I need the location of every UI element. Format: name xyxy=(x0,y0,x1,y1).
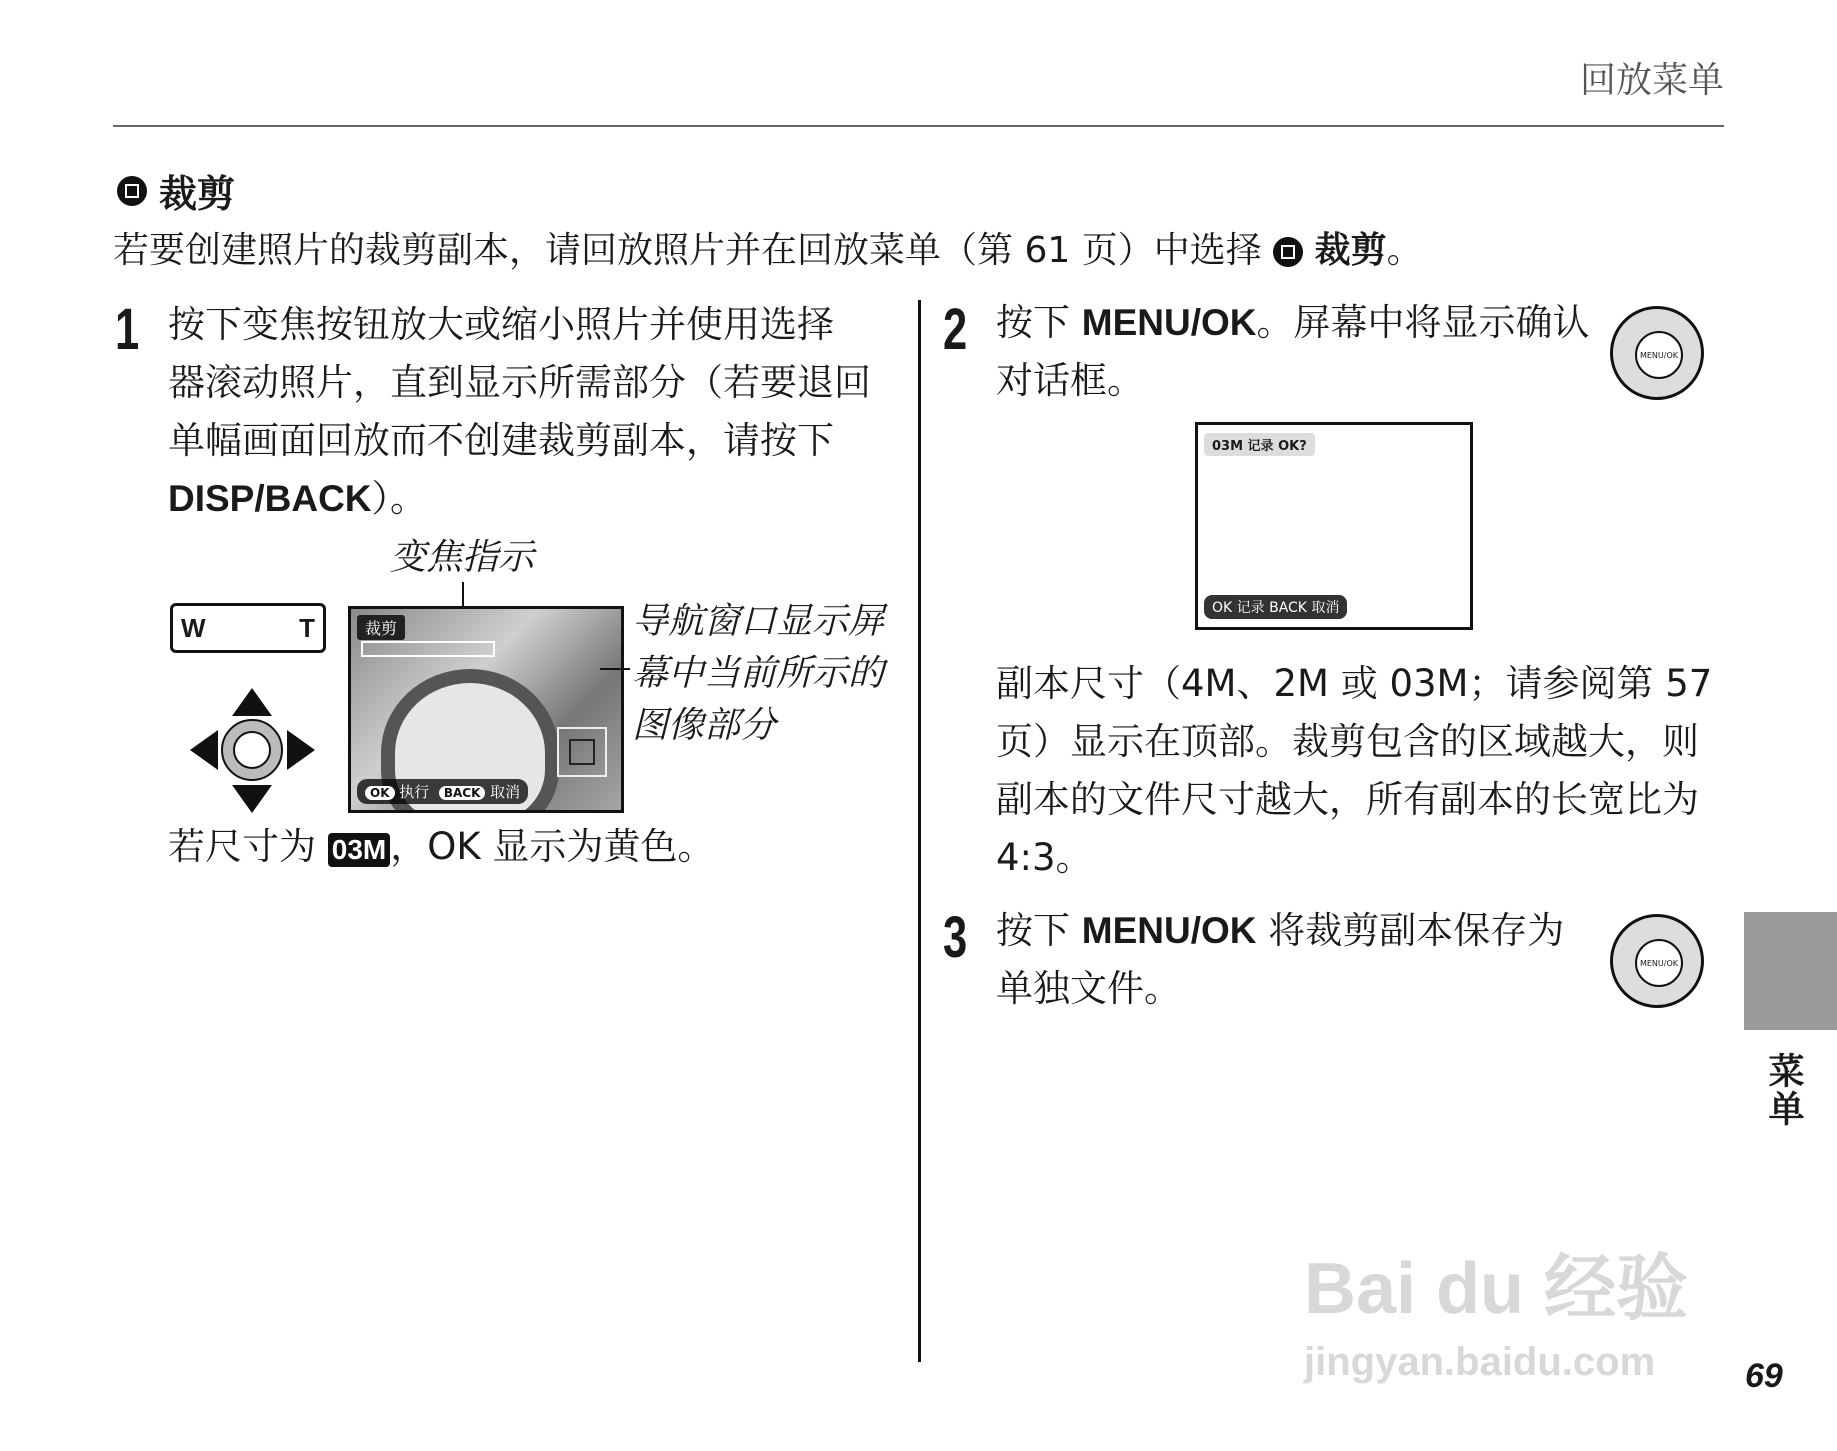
step-2-number: 2 xyxy=(943,297,968,362)
column-divider xyxy=(918,300,921,1362)
step-2-text: 按下 MENU/OK。屏幕中将显示确认 对话框。 xyxy=(996,301,1590,402)
step-3-text: 按下 MENU/OK 将裁剪副本保存为 单独文件。 xyxy=(996,909,1565,1010)
step-1-number: 1 xyxy=(115,297,140,362)
side-tab xyxy=(1744,912,1837,1030)
navigation-window-label: 导航窗口显示屏 幕中当前所示的 图像部分 xyxy=(632,601,885,746)
confirm-dialog-screen xyxy=(1195,422,1473,630)
playback-screen xyxy=(348,606,624,813)
screen-crop-label: 裁剪 xyxy=(357,615,405,640)
section-title xyxy=(117,163,235,218)
step-1-text: 按下变焦按钮放大或缩小照片并使用选择 器滚动照片，直到显示所需部分（若要退回 单幅画面回放而不创建裁剪副本，请按下 DISP/BACK）。 xyxy=(168,303,871,520)
size-badge: 03M xyxy=(328,833,390,867)
menu-ok-dial-icon xyxy=(1610,914,1704,1008)
zoom-indicator-bar xyxy=(361,641,495,657)
section-header: 回放菜单 xyxy=(1579,60,1724,101)
menu-ok-dial-icon xyxy=(1610,306,1704,400)
crop-icon xyxy=(117,176,147,206)
step-3-number: 3 xyxy=(943,905,968,970)
intro-paragraph: 若要创建照片的裁剪副本，请回放照片并在回放菜单（第 61 页）中选择 裁剪。 xyxy=(113,230,1423,271)
navigation-window xyxy=(557,727,607,777)
dialog-prompt: 03M 记录 OK? xyxy=(1204,433,1315,456)
zoom-indicator-label: 变焦指示 xyxy=(390,537,535,578)
menu-ok-key: MENU/OK xyxy=(1081,302,1257,343)
side-tab-label: 菜单 xyxy=(1763,1052,1804,1128)
callout-line xyxy=(600,668,630,670)
step-2-paragraph: 副本尺寸（4M、2M 或 03M；请参阅第 57 页）显示在顶部。裁剪包含的区域越大，则 副本的文件尺寸越大，所有副本的长宽比为 4:3。 xyxy=(996,662,1713,879)
disp-back-key: DISP/BACK xyxy=(168,478,372,519)
selector-dpad-icon xyxy=(190,688,315,813)
page-number: 69 xyxy=(1745,1357,1783,1395)
zoom-button-icon: W T xyxy=(170,603,326,653)
menu-ok-key: MENU/OK xyxy=(1081,910,1257,951)
watermark: Bai du 经验 jingyan.baidu.com xyxy=(1304,1249,1689,1384)
screen-button-guide: OK 执行 BACK 取消 xyxy=(357,779,528,804)
dialog-button-guide: OK 记录 BACK 取消 xyxy=(1204,595,1347,619)
crop-icon xyxy=(1273,237,1303,267)
header-rule xyxy=(113,125,1724,127)
section-title-text: 裁剪 xyxy=(159,172,236,216)
step-1-note: 若尺寸为 03M ，OK 显示为黄色。 xyxy=(168,825,715,868)
